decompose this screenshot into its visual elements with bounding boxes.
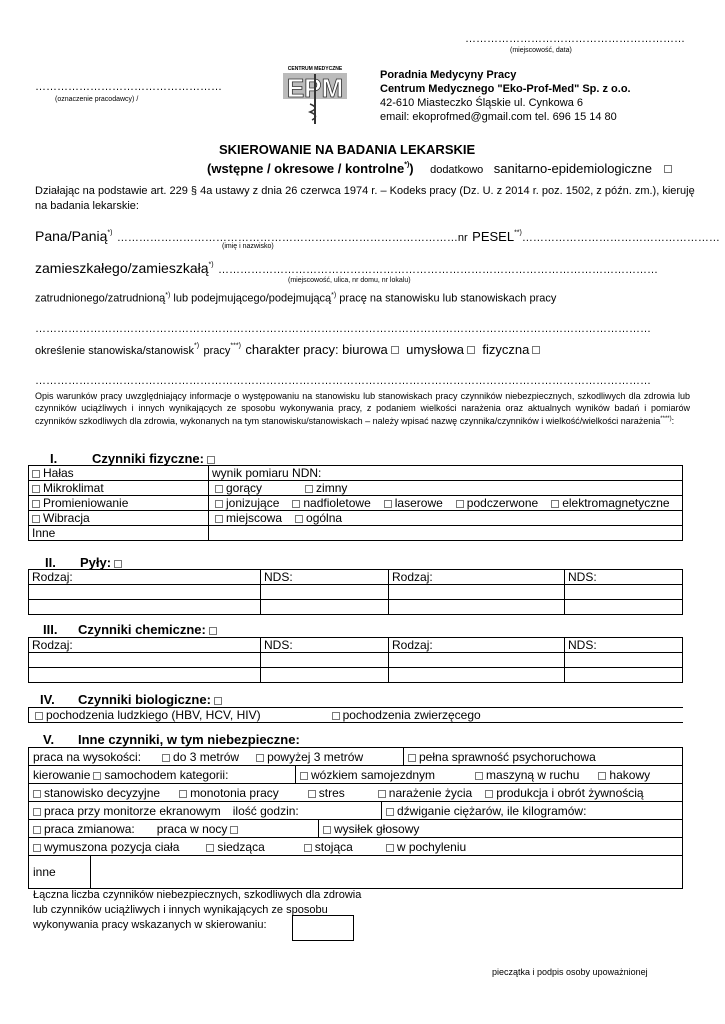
driving-label: kierowanie [33, 768, 91, 782]
employed-line [35, 292, 556, 305]
section-3-title: Czynniki chemiczne: [78, 622, 206, 637]
dust-nds-header-1: NDS: [261, 570, 389, 585]
table-row [29, 708, 684, 723]
vibration-checkbox[interactable] [32, 515, 40, 523]
standing-label: stojąca [314, 840, 353, 854]
address-label: zamieszkałego/zamieszkałą [35, 260, 209, 276]
psych-cell [408, 750, 596, 764]
job-description-field[interactable]: …………………………………………………………………………………………………………………………………………………… [35, 375, 651, 387]
forced-label: wymuszona pozycja ciała [44, 840, 180, 854]
cold-checkbox[interactable] [305, 485, 313, 493]
radiation-checkbox[interactable] [32, 500, 40, 508]
decision-checkbox[interactable] [33, 790, 41, 798]
row-divider [28, 837, 683, 838]
hours-label: ilość godzin: [232, 804, 299, 818]
row-divider [28, 783, 683, 784]
section-2-num: II. [45, 555, 56, 570]
laser-checkbox[interactable] [384, 500, 392, 508]
employer-dots: …………………………………………… [35, 81, 222, 93]
bent-checkbox[interactable] [386, 844, 394, 852]
dust-type-header-1: Rodzaj: [29, 570, 261, 585]
section-physical-header [50, 451, 218, 466]
sitting-checkbox[interactable] [206, 844, 214, 852]
col-divider [318, 819, 319, 837]
chem-cell[interactable] [29, 668, 261, 683]
col-divider [90, 855, 91, 889]
table-row [29, 466, 683, 481]
monitor-label: praca przy monitorze ekranowym [44, 804, 221, 818]
noise-value[interactable]: wynik pomiaru NDN: [209, 466, 683, 481]
chem-type-header-2: Rodzaj: [389, 638, 565, 653]
job-label: określenie stanowiska/stanowisk [35, 345, 194, 357]
chem-cell[interactable] [389, 668, 565, 683]
employer-caption-wrap: (oznaczenie pracodawcy) / [55, 96, 139, 103]
psych-checkbox[interactable] [408, 754, 416, 762]
table-row [29, 668, 683, 683]
human-bio-checkbox[interactable] [35, 712, 43, 720]
decision-row [33, 786, 644, 800]
employer-caption: (oznaczenie pracodawcy) [55, 96, 135, 103]
chem-nds-header-1: NDS: [261, 638, 389, 653]
clinic-logo [280, 64, 350, 126]
local-label: miejscowa [226, 511, 283, 525]
dust-cell[interactable] [565, 600, 683, 615]
car-checkbox[interactable] [93, 772, 101, 780]
chem-cell[interactable] [389, 653, 565, 668]
animal-bio-label: pochodzenia zwierzęcego [342, 708, 481, 722]
physical-table [28, 465, 683, 541]
job-sup: *) [193, 342, 200, 350]
address-field[interactable]: ………………………………………………………………………………………………………… [218, 264, 659, 276]
stress-checkbox[interactable] [308, 790, 316, 798]
clinic-address: 42-610 Miasteczko Śląskie ul. Cynkowa 6 [380, 97, 583, 109]
microclimate-checkbox[interactable] [32, 485, 40, 493]
local-checkbox[interactable] [215, 515, 223, 523]
dust-cell[interactable] [389, 600, 565, 615]
table-row [29, 638, 683, 653]
life-label: narażenie życia [388, 786, 473, 800]
table-row [29, 481, 683, 496]
subtitle-text: (wstępne / okresowe / kontrolne [207, 161, 405, 176]
voice-cell [323, 822, 419, 836]
clinic-company: Centrum Medycznego "Eko-Prof-Med" Sp. z o.o. [380, 83, 631, 95]
other-inne-label: inne [33, 865, 56, 879]
voice-checkbox[interactable] [323, 826, 331, 834]
total-text: Łączna liczba czynników niebezpiecznych, szkodliwych dla zdrowia lub czynników uciążliwych i innych wynikających ze sposobu wykonywania pracy wskazanych w skierowaniu: [33, 889, 362, 931]
table-row [29, 496, 683, 511]
bio-section-checkbox[interactable] [214, 697, 222, 705]
sanepid-label: sanitarno-epidemiologiczne [493, 161, 653, 176]
employed-sup2: *) [331, 292, 337, 299]
dust-cell[interactable] [29, 600, 261, 615]
microclimate-label: Mikroklimat [43, 481, 104, 495]
trolley-label: wózkiem samojezdnym [311, 768, 436, 782]
chem-cell[interactable] [261, 653, 389, 668]
physical-label: fizyczna [482, 342, 530, 357]
h2-label: powyżej 3 metrów [267, 750, 364, 764]
logo-letters: EPM [286, 73, 344, 103]
shift-label: praca zmianowa: [44, 822, 135, 836]
h1-label: do 3 metrów [173, 750, 240, 764]
pesel-sup: **) [514, 229, 522, 237]
office-checkbox[interactable] [391, 346, 399, 354]
hot-label: gorący [226, 481, 263, 495]
ionizing-checkbox[interactable] [215, 500, 223, 508]
job-mid: pracy [203, 345, 231, 357]
section-5-title: Inne czynniki, w tym niebezpieczne: [78, 732, 300, 747]
section-5-num: V. [43, 732, 55, 747]
section-3-num: III. [43, 622, 58, 637]
place-date-dots: …………………………………………………… [465, 33, 685, 45]
mental-checkbox[interactable] [467, 346, 475, 354]
radiation-label: Promieniowanie [43, 496, 129, 510]
ionizing-label: jonizujące [226, 496, 280, 510]
h1-checkbox[interactable] [162, 754, 170, 762]
hot-checkbox[interactable] [215, 485, 223, 493]
conditions-body: Opis warunków pracy uwzględniający informacje o występowaniu na stanowisku lub stanowiskach pracy czynników niebezpiecznych, szkodliwych dla zdrowia lub czynników uciążliwych i innych wynikających ze sposobu wykonywania pracy, z podaniem wielkości narażenia oraz aktualnych wyników badań i pomiarów czynników szkodliwych dla zdrowia, wykonanych na tym stanowisku/stanowiskach – należy wpisać nazwę czynnika/czynników i wielkość/wielkości narażenia [35, 391, 690, 426]
chemical-table [28, 637, 683, 683]
psych-label: pełna sprawność psychoruchowa [419, 750, 596, 764]
person-name-field[interactable]: …………………………………………………………………………………nr [116, 232, 468, 244]
vibration-label: Wibracja [43, 511, 90, 525]
bent-label: w pochyleniu [396, 840, 467, 854]
night-checkbox[interactable] [230, 826, 238, 834]
noise-label: Hałas [43, 466, 74, 480]
animal-bio-checkbox[interactable] [332, 712, 340, 720]
position-field[interactable]: …………………………………………………………………………………………………………………………………………………… [35, 323, 651, 335]
physical-other-value[interactable] [209, 526, 683, 541]
employed-label: zatrudnionego/zatrudnioną [35, 292, 166, 305]
height-label: praca na wysokości: [33, 750, 142, 764]
additional-label: dodatkowo [430, 164, 484, 176]
forced-checkbox[interactable] [33, 844, 41, 852]
sanepid-checkbox[interactable] [664, 165, 672, 173]
h2-checkbox[interactable] [256, 754, 264, 762]
general-checkbox[interactable] [295, 515, 303, 523]
section-4-num: IV. [40, 692, 55, 707]
sitting-label: siedząca [217, 840, 265, 854]
em-checkbox[interactable] [551, 500, 559, 508]
monotony-checkbox[interactable] [179, 790, 187, 798]
subtitle-sup: *) [404, 161, 410, 169]
row-divider [28, 855, 683, 856]
biological-table [28, 707, 683, 723]
chem-cell[interactable] [29, 653, 261, 668]
job-line [35, 341, 543, 359]
dust-nds-header-2: NDS: [565, 570, 683, 585]
section-chemical-header [43, 622, 220, 637]
uv-label: nadfioletowe [303, 496, 371, 510]
chem-type-header-1: Rodzaj: [29, 638, 261, 653]
table-row [29, 585, 683, 600]
uv-checkbox[interactable] [292, 500, 300, 508]
stamp-caption: pieczątka i podpis osoby upoważnionej [492, 967, 648, 977]
shift-checkbox[interactable] [33, 826, 41, 834]
standing-checkbox[interactable] [304, 844, 312, 852]
col-divider [403, 747, 404, 765]
position-row [33, 840, 466, 854]
conditions-sup: ****) [660, 416, 672, 422]
section-2-title: Pyły: [80, 555, 112, 570]
table-row [29, 511, 683, 526]
section-biological-header [40, 692, 225, 707]
dust-cell[interactable] [389, 585, 565, 600]
person-label: Pana/Panią [35, 228, 108, 244]
night-label: praca w nocy [156, 822, 228, 836]
table-row [29, 600, 683, 615]
chem-nds-header-2: NDS: [565, 638, 683, 653]
dust-section-checkbox[interactable] [114, 560, 122, 568]
noise-checkbox[interactable] [32, 470, 40, 478]
place-date-caption: (miejscowość, data) [510, 47, 572, 54]
chem-cell[interactable] [261, 668, 389, 683]
car-label: samochodem kategorii: [104, 768, 229, 782]
section-4-title: Czynniki biologiczne: [78, 692, 211, 707]
physical-other-label: Inne [29, 526, 209, 541]
em-label: elektromagnetyczne [562, 496, 670, 510]
person-line [35, 228, 720, 246]
lifting-cell [386, 804, 586, 818]
row-divider [28, 819, 683, 820]
cold-label: zimny [316, 481, 348, 495]
legal-basis: Działając na podstawie art. 229 § 4a ustawy z dnia 26 czerwca 1974 r. – Kodeks pracy (Dz. U. z 2014 r. poz. 1502, z późn. zm.), kieruję na badania lekarskie: [35, 185, 695, 212]
dust-cell[interactable] [261, 600, 389, 615]
dust-type-header-2: Rodzaj: [389, 570, 565, 585]
machine-checkbox[interactable] [475, 772, 483, 780]
employed-sup: *) [165, 292, 171, 299]
clinic-contact: email: ekoprofmed@gmail.com tel. 696 15 14 80 [380, 111, 617, 123]
subtitle-end: ) [409, 161, 414, 176]
lifting-checkbox[interactable] [386, 808, 394, 816]
dust-cell[interactable] [565, 585, 683, 600]
table-row [29, 570, 683, 585]
stress-label: stres [318, 786, 345, 800]
section-dust-header [45, 555, 125, 570]
employed-mid: lub podejmującego/podejmującą [173, 292, 332, 305]
conditions-text [35, 391, 690, 428]
food-label: produkcja i obrót żywnością [496, 786, 644, 800]
chem-cell[interactable] [565, 653, 683, 668]
person-caption: (imię i nazwisko) [222, 243, 274, 250]
address-caption: (miejscowość, ulica, nr domu, nr lokalu) [288, 277, 411, 284]
laser-label: laserowe [394, 496, 443, 510]
general-label: ogólna [306, 511, 343, 525]
machine-label: maszyną w ruchu [486, 768, 580, 782]
lifting-label: dźwiganie ciężarów, ile kilogramów: [397, 804, 587, 818]
monitor-row [33, 804, 299, 818]
trolley-checkbox[interactable] [300, 772, 308, 780]
clinic-name: Poradnia Medycyny Pracy [380, 69, 517, 81]
food-checkbox[interactable] [485, 790, 493, 798]
section-other-header [43, 732, 300, 747]
address-line [35, 260, 658, 278]
dust-cell[interactable] [29, 585, 261, 600]
monotony-label: monotonia pracy [190, 786, 279, 800]
row-divider [28, 765, 683, 766]
address-sup: *) [208, 261, 214, 269]
ir-checkbox[interactable] [456, 500, 464, 508]
section-1-title: Czynniki fizyczne: [92, 451, 204, 466]
hook-label: hakowy [609, 768, 651, 782]
chem-cell[interactable] [565, 668, 683, 683]
trolley-cell [300, 768, 650, 782]
job-sup2: ***) [230, 342, 241, 350]
section-1-num: I. [50, 451, 58, 466]
total-count-box[interactable] [292, 915, 354, 941]
pesel-label: PESEL [472, 229, 515, 244]
mental-label: umysłowa [406, 342, 464, 357]
physical-checkbox[interactable] [532, 346, 540, 354]
dust-table [28, 569, 683, 615]
table-row [29, 653, 683, 668]
driving-row [33, 768, 228, 782]
human-bio-label: pochodzenia ludzkiego (HBV, HCV, HIV) [46, 708, 261, 722]
hook-checkbox[interactable] [598, 772, 606, 780]
height-row [33, 750, 363, 764]
voice-label: wysiłek głosowy [334, 822, 420, 836]
shift-row [33, 822, 241, 836]
form-title: SKIEROWANIE NA BADANIA LEKARSKIE [219, 142, 476, 157]
chemical-section-checkbox[interactable] [209, 627, 217, 635]
row-divider [28, 801, 683, 802]
table-row [29, 526, 683, 541]
ir-label: podczerwone [466, 496, 539, 510]
col-divider [381, 801, 382, 819]
person-sup: *) [107, 229, 113, 237]
dust-cell[interactable] [261, 585, 389, 600]
monitor-checkbox[interactable] [33, 808, 41, 816]
conditions-end: : [671, 416, 675, 426]
logo-caption: CENTRUM MEDYCZNE [287, 66, 343, 72]
col-divider [295, 765, 296, 783]
decision-label: stanowisko decyzyjne [44, 786, 161, 800]
physical-section-checkbox[interactable] [207, 456, 215, 464]
form-subtitle [207, 160, 675, 178]
employed-end: pracę na stanowisku lub stanowiskach pracy [339, 292, 557, 305]
life-checkbox[interactable] [378, 790, 386, 798]
job-character-label: charakter pracy: biurowa [245, 342, 388, 357]
pesel-field[interactable]: ……………………………………………… [521, 232, 720, 244]
